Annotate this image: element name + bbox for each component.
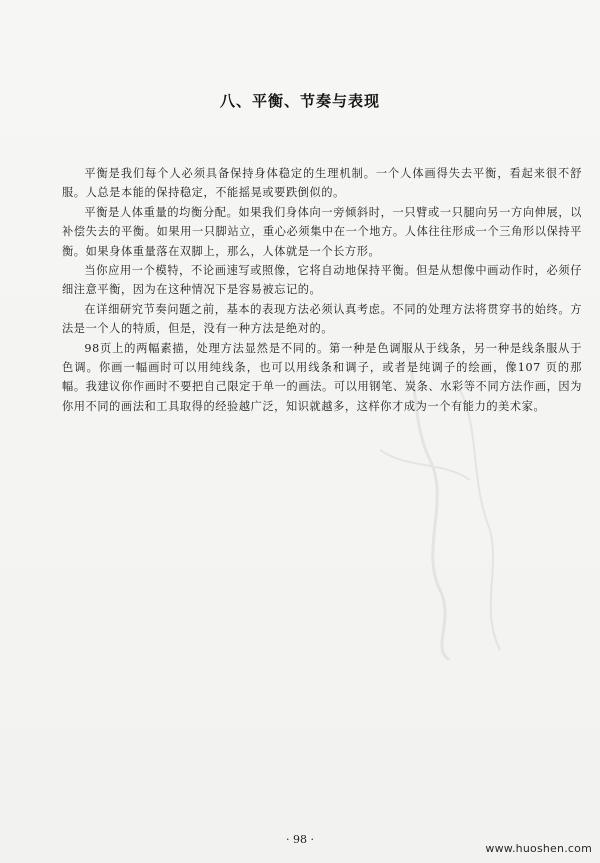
- watermark-text: www.huoshen.com: [485, 842, 592, 855]
- paragraph: 当你应用一个模特，不论画速写或照像，它将自动地保持平衡。但是从想像中画动作时，必须仔细注意平衡，因为在这种情况下是容易被忘记的。: [62, 264, 582, 297]
- paragraph: 98页上的两幅素描，处理方法显然是不同的。第一种是色调服从于线条，另一种是线条服从于色调。你画一幅画时可以用纯线条，也可以用线条和调子，或者是纯调子的绘画，像107 页的那幅。我建议你作画时不要把自己限定于单一的画法。可以用钢笔、炭条、水彩等不同方法作画，因为你用不同的画法和工具取得的经验越广泛，知识就越多，这样你才成为一个有能力的美术家。: [62, 341, 582, 413]
- paragraph: 平衡是我们每个人必须具备保持身体稳定的生理机制。一个人体画得失去平衡，看起来很不舒服。人总是本能的保持稳定，不能摇晃或要跌倒似的。: [62, 167, 582, 200]
- body-text: [62, 164, 582, 416]
- page-title: 八、平衡、节奏与表现: [219, 92, 380, 110]
- page-number: · 98 ·: [286, 833, 314, 846]
- paragraph: 在详细研究节奏问题之前，基本的表现方法必须认真考虑。不同的处理方法将贯穿书的始终。方法是一个人的特质，但是，没有一种方法是绝对的。: [62, 302, 582, 336]
- paragraph: 平衡是人体重量的均衡分配。如果我们身体向一旁倾斜时，一只臂或一只腿向另一方向伸展，以补偿失去的平衡。如果用一只脚站立，重心必须集中在一个地方。人体往往形成一个三角形以保持平衡。如果身体重量落在双脚上，那么，人体就是一个长方形。: [62, 205, 582, 258]
